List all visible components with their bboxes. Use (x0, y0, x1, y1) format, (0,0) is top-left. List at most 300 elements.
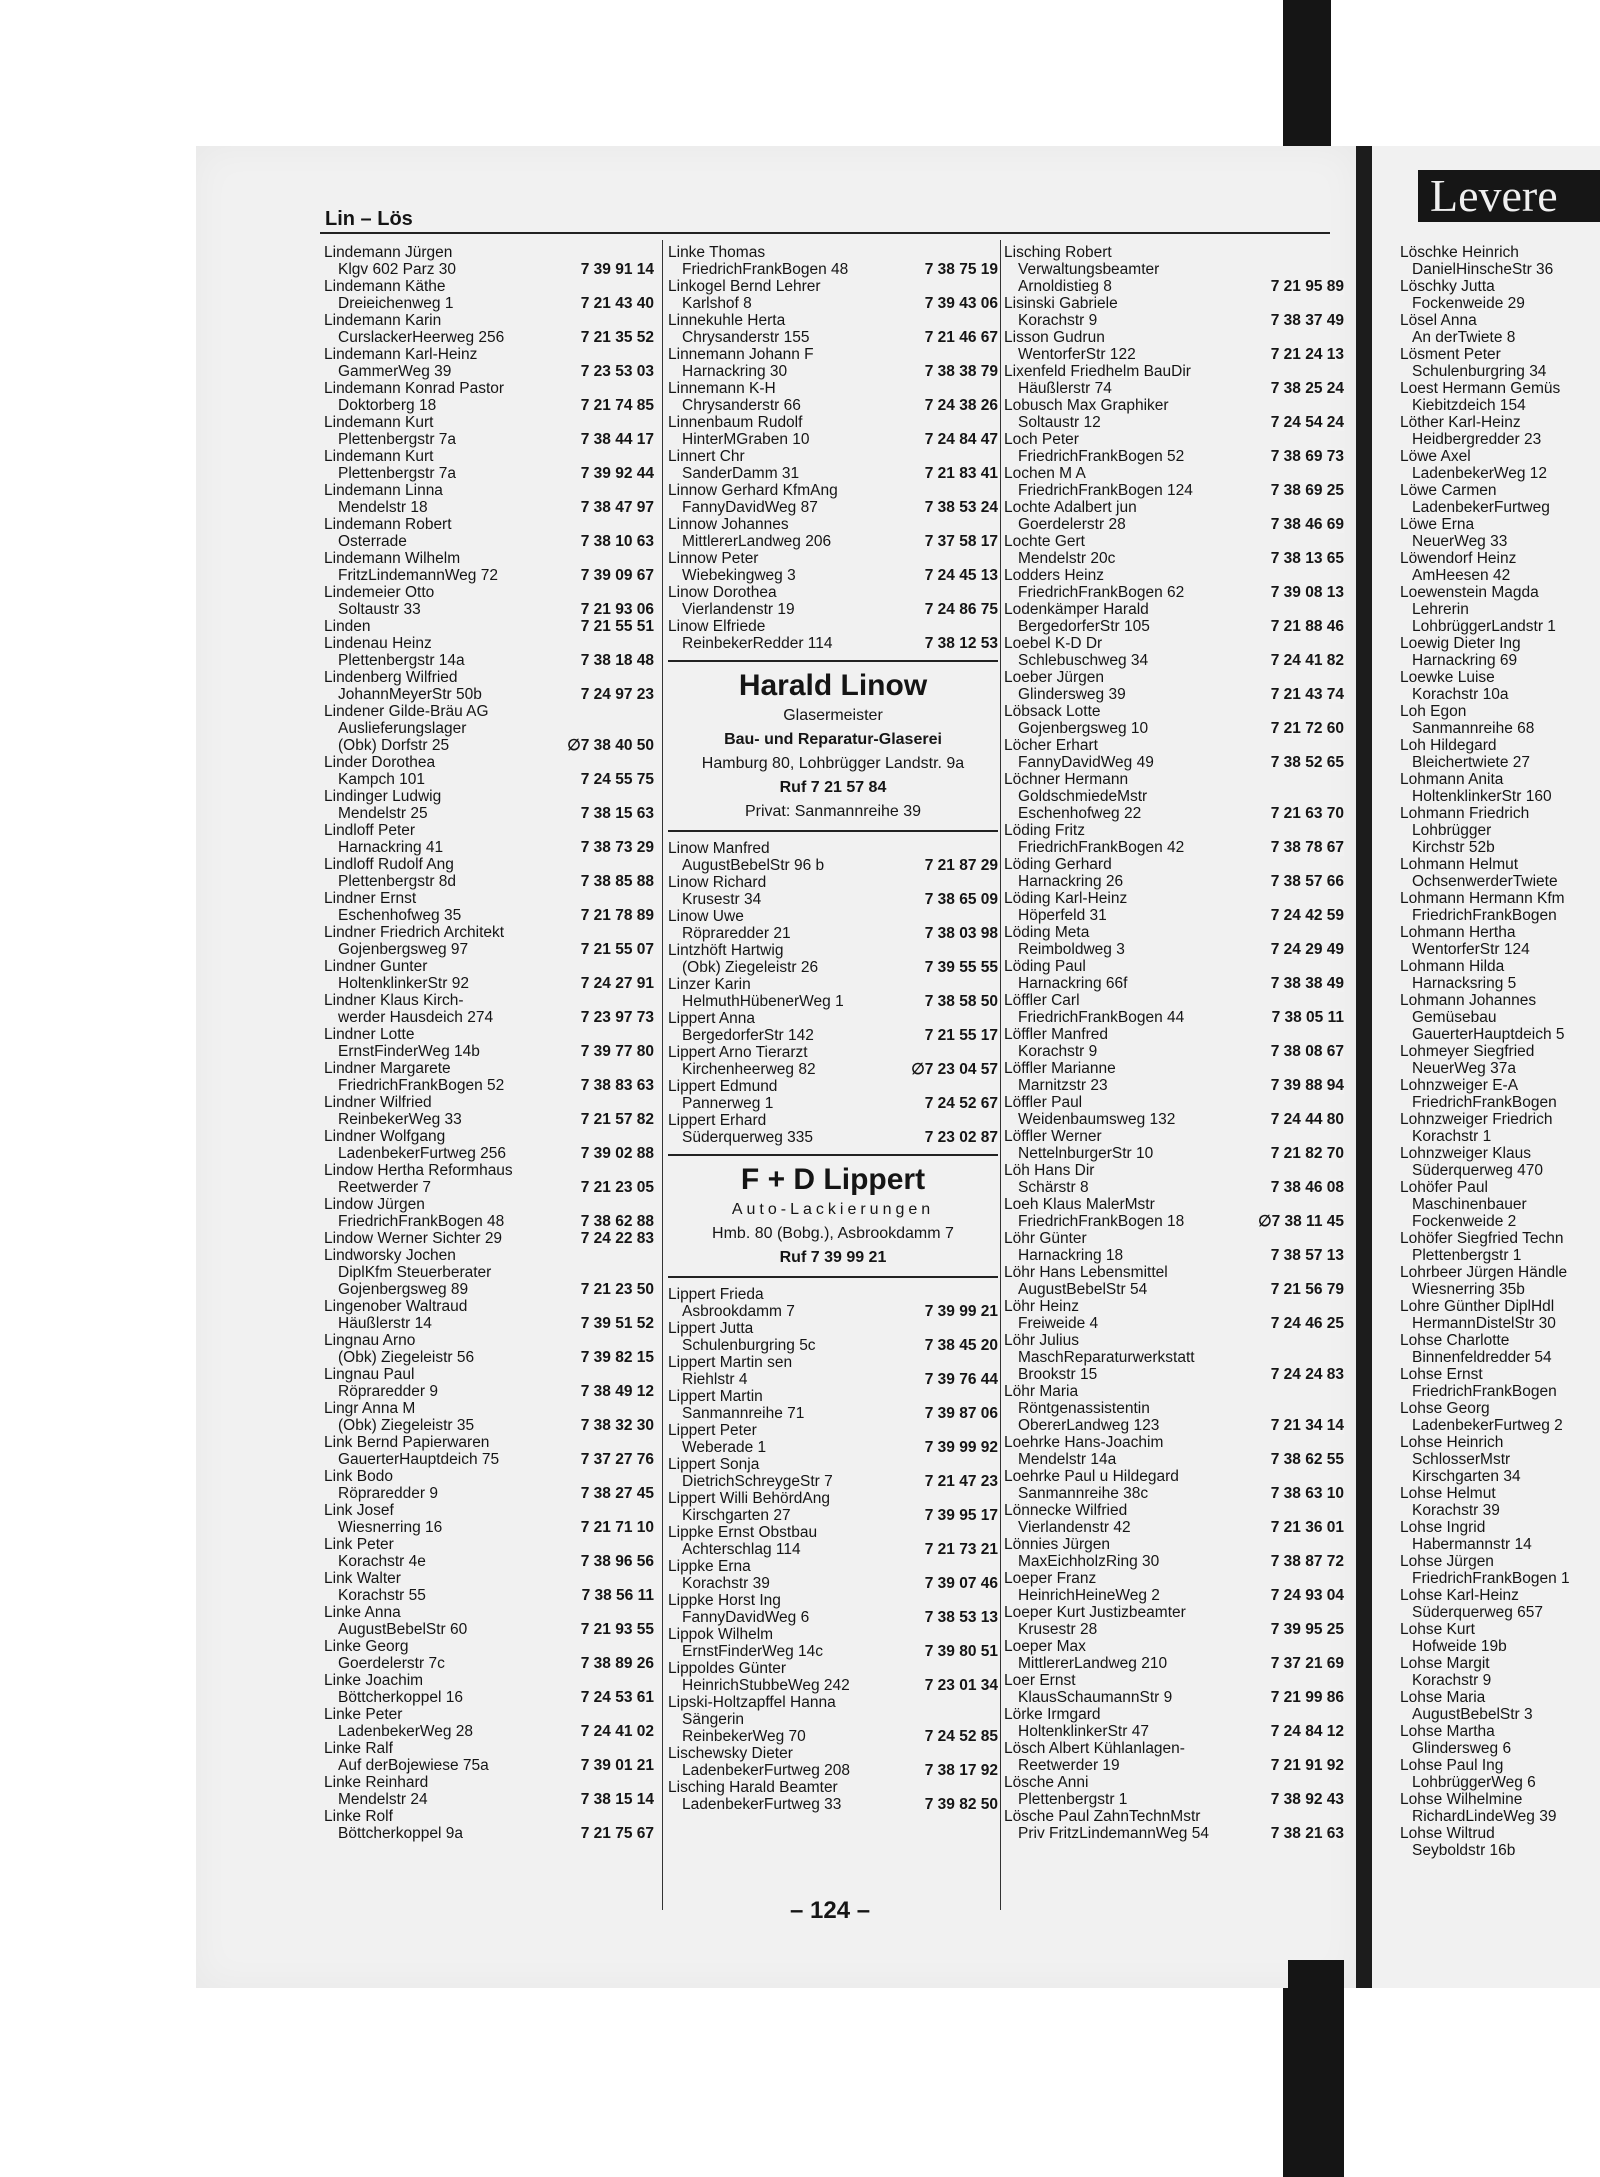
entry-address: Mendelstr 14a (1018, 1451, 1117, 1468)
directory-entry (1400, 992, 1600, 1026)
directory-entry (668, 840, 998, 874)
entry-name: Loh Hildegard (1400, 737, 1497, 754)
entry-name: Lingnau Paul (324, 1366, 415, 1383)
entry-address: Röntgenassistentin (1018, 1400, 1150, 1417)
entry-address: NeuerWeg 37a (1412, 1060, 1516, 1077)
entry-address: LadenbekerFurtweg 256 (338, 1145, 507, 1162)
directory-entry (1004, 1434, 1344, 1468)
entry-phone: 7 39 82 15 (577, 1349, 654, 1366)
entry-phone: 7 38 56 11 (578, 1587, 654, 1604)
entry-phone: 7 24 84 12 (1267, 1723, 1344, 1740)
entry-address: Harnackring 18 (1018, 1247, 1124, 1264)
entry-name: Lörke Irmgard (1004, 1706, 1101, 1723)
entry-name: Löffler Manfred (1004, 1026, 1108, 1043)
entry-name: Lindinger Ludwig (324, 788, 442, 805)
directory-entry (668, 1078, 998, 1112)
entry-phone: 7 39 95 25 (1267, 1621, 1344, 1638)
directory-entry (668, 1694, 998, 1728)
entry-phone: 7 21 82 70 (1267, 1145, 1344, 1162)
entry-name: Lindemann Kurt (324, 448, 434, 465)
entry-address: Harnackring 41 (338, 839, 444, 856)
entry-name: Loeper Max (1004, 1638, 1086, 1655)
directory-entry (668, 976, 998, 1010)
directory-entry (1004, 363, 1344, 397)
directory-entry (324, 958, 654, 992)
entry-name: Löwe Carmen (1400, 482, 1497, 499)
entry-address: HelmuthHübenerWeg 1 (682, 993, 844, 1010)
entry-phone: 7 38 18 48 (577, 652, 654, 669)
entry-address: HeinrichStubbeWeg 242 (682, 1677, 850, 1694)
entry-phone: 7 21 87 29 (921, 857, 998, 874)
entry-phone: 7 23 97 73 (577, 1009, 654, 1026)
entry-address: JohannMeyerStr 50b (338, 686, 482, 703)
directory-entry (324, 1468, 654, 1502)
entry-name: Lindner Wolfgang (324, 1128, 446, 1145)
entry-address: werder Hausdeich 274 (338, 1009, 494, 1026)
entry-phone: 7 39 76 44 (921, 1371, 998, 1388)
entry-address: (Obk) Ziegeleistr 26 (682, 959, 819, 976)
entry-phone: 7 38 37 49 (1267, 312, 1344, 329)
entry-address: ReinbekerWeg 33 (338, 1111, 462, 1128)
entry-address: FannyDavidWeg 6 (682, 1609, 810, 1626)
entry-address: Lehrerin (1412, 601, 1469, 618)
directory-entry (324, 856, 654, 890)
entry-name: Linnert Chr (668, 448, 745, 465)
directory-entry (324, 1366, 654, 1400)
entry-address: RichardLindeWeg 39 (1412, 1808, 1557, 1825)
entry-address: FriedrichFrankBogen 48 (338, 1213, 505, 1230)
entry-phone: 7 38 12 53 (921, 635, 998, 652)
directory-entry (1004, 1162, 1344, 1196)
entry-phone: 7 21 74 85 (577, 397, 654, 414)
entry-name: Lohse Jürgen (1400, 1553, 1494, 1570)
entry-name: Linnemann Johann F (668, 346, 814, 363)
entry-address: Glindersweg 6 (1412, 1740, 1512, 1757)
directory-entry (324, 1706, 654, 1740)
entry-name: Lobusch Max Graphiker (1004, 397, 1169, 414)
directory-entry (1400, 1825, 1600, 1859)
book-gutter (1356, 146, 1372, 1988)
entry-phone: 7 21 24 13 (1267, 346, 1344, 363)
entry-address: DiplKfm Steuerberater (338, 1264, 492, 1281)
entry-name: Lohmann Helmut (1400, 856, 1519, 873)
entry-address: Mendelstr 18 (338, 499, 428, 516)
entry-name: Lodenkämper Harald (1004, 601, 1149, 618)
entry-name: Loehrke Hans-Joachim (1004, 1434, 1164, 1451)
entry-address: Binnenfeldredder 54 (1412, 1349, 1552, 1366)
directory-entry (1400, 1230, 1600, 1264)
directory-entry (324, 244, 654, 278)
directory-entry (668, 516, 998, 550)
directory-entry (1004, 329, 1344, 363)
entry-address: Dreieichenweg 1 (338, 295, 454, 312)
entry-name: Linow Manfred (668, 840, 770, 857)
ad-service: Bau- und Reparatur-Glaserei (724, 731, 942, 748)
entry-address: FritzLindemannWeg 72 (338, 567, 498, 584)
entry-address: Freiweide 4 (1018, 1315, 1099, 1332)
directory-entry (1400, 1553, 1600, 1587)
directory-entry (668, 244, 998, 278)
entry-name: Linow Uwe (668, 908, 744, 925)
entry-phone: 7 38 57 66 (1267, 873, 1344, 890)
entry-name: Lohöfer Siegfried Techn (1400, 1230, 1564, 1247)
directory-entry (324, 1536, 654, 1570)
entry-name: Linow Dorothea (668, 584, 777, 601)
directory-entry (1004, 703, 1344, 737)
entry-phone: 7 38 62 55 (1267, 1451, 1344, 1468)
entry-address: Maschinenbauer (1412, 1196, 1527, 1213)
directory-entry (1400, 1043, 1600, 1077)
entry-name: Löffler Carl (1004, 992, 1080, 1009)
entry-phone: 7 38 38 49 (1267, 975, 1344, 992)
directory-entry (1400, 669, 1600, 703)
entry-address: Sanmannreihe 68 (1412, 720, 1535, 737)
entry-name: Lippert Erhard (668, 1112, 767, 1129)
directory-entry (1400, 448, 1600, 482)
directory-entry (668, 312, 998, 346)
entry-phone: 7 38 92 43 (1267, 1791, 1344, 1808)
entry-phone: 7 38 25 24 (1267, 380, 1344, 397)
entry-phone: 7 24 24 83 (1267, 1366, 1344, 1383)
entry-address: Weidenbaumsweg 132 (1018, 1111, 1176, 1128)
entry-address: Soltaustr 12 (1018, 414, 1101, 431)
entry-phone: 7 24 46 25 (1267, 1315, 1344, 1332)
entry-name: Lippert Frieda (668, 1286, 764, 1303)
entry-phone: 7 24 38 26 (921, 397, 998, 414)
directory-entry (668, 1010, 998, 1044)
entry-phone: 7 38 53 24 (921, 499, 998, 516)
ad-harald-linow (668, 660, 998, 832)
entry-phone: 7 39 09 67 (577, 567, 654, 584)
entry-address: LohbrüggerLandstr 1 (1412, 618, 1556, 635)
directory-entry (324, 516, 654, 550)
entry-phone: 7 21 56 79 (1267, 1281, 1344, 1298)
entry-address: Häußlerstr 74 (1018, 380, 1112, 397)
entry-name: Linow Elfriede (668, 618, 766, 635)
directory-entry (1004, 244, 1344, 278)
entry-name: Lochte Gert (1004, 533, 1085, 550)
entry-phone: 7 21 35 52 (577, 329, 654, 346)
entry-address: HermannDistelStr 30 (1412, 1315, 1556, 1332)
entry-address: Verwaltungsbeamter (1018, 261, 1160, 278)
entry-address: Böttcherkoppel 16 (338, 1689, 463, 1706)
entry-address: AugustBebelStr 96 b (682, 857, 825, 874)
entry-name: Link Bernd Papierwaren (324, 1434, 490, 1451)
entry-address: Korachstr 9 (1018, 312, 1098, 329)
column-2-middle-entries (668, 840, 998, 1146)
entry-name: Lochte Adalbert jun (1004, 499, 1137, 516)
directory-entry (668, 1286, 998, 1320)
entry-phone: 7 21 91 92 (1267, 1757, 1344, 1774)
entry-address: Mendelstr 20c (1018, 550, 1116, 567)
entry-address: AugustBebelStr 54 (1018, 1281, 1148, 1298)
entry-phone: 7 24 41 02 (577, 1723, 654, 1740)
entry-phone: 7 37 21 69 (1267, 1655, 1344, 1672)
entry-phone: 7 38 73 29 (577, 839, 654, 856)
entry-phone: 7 21 88 46 (1267, 618, 1344, 635)
entry-name: Linow Richard (668, 874, 767, 891)
directory-entry (1004, 465, 1344, 499)
entry-name: Lohnzweiger E-A (1400, 1077, 1519, 1094)
entry-phone: 7 21 47 23 (921, 1473, 998, 1490)
entry-address: FriedrichFrankBogen 52 (338, 1077, 505, 1094)
entry-address: Brookstr 15 (1018, 1366, 1098, 1383)
directory-entry (1004, 737, 1344, 771)
entry-address: Plettenbergstr 8d (338, 873, 457, 890)
entry-address: GauerterHauptdeich 75 (338, 1451, 500, 1468)
directory-entry (1004, 992, 1344, 1026)
entry-phone: 7 24 84 47 (921, 431, 998, 448)
entry-phone: 7 38 87 72 (1267, 1553, 1344, 1570)
ad-private: Privat: Sanmannreihe 39 (744, 803, 922, 820)
entry-address: HoltenklinkerStr 47 (1018, 1723, 1149, 1740)
directory-entry (668, 1660, 998, 1694)
directory-column-2 (668, 244, 998, 1813)
entry-name: Lindemann Jürgen (324, 244, 453, 261)
directory-entry (324, 1570, 654, 1604)
directory-entry (324, 380, 654, 414)
entry-address: FriedrichFrankBogen 52 (1018, 448, 1185, 465)
entry-name: Loeber Jürgen (1004, 669, 1104, 686)
directory-entry (324, 312, 654, 346)
entry-address: ErnstFinderWeg 14c (682, 1643, 823, 1660)
entry-phone: 7 21 23 50 (577, 1281, 654, 1298)
directory-entry (324, 346, 654, 380)
entry-address: Korachstr 55 (338, 1587, 426, 1604)
entry-name: Lippoldes Günter (668, 1660, 787, 1677)
entry-name: Lindworsky Jochen (324, 1247, 456, 1264)
entry-phone: 7 21 83 41 (921, 465, 998, 482)
entry-address: AugustBebelStr 3 (1412, 1706, 1533, 1723)
entry-name: Linke Joachim (324, 1672, 424, 1689)
entry-address: Kirchenheerweg 82 (682, 1061, 816, 1078)
entry-phone: 7 24 29 49 (1267, 941, 1344, 958)
entry-address: LadenbekerWeg 12 (1412, 465, 1548, 482)
entry-address: WentorferStr 122 (1018, 346, 1136, 363)
entry-address: (Obk) Dorfstr 25 (338, 737, 450, 754)
entry-phone: 7 21 63 70 (1267, 805, 1344, 822)
entry-address: Plettenbergstr 14a (338, 652, 465, 669)
entry-name: Löding Meta (1004, 924, 1090, 941)
entry-address: Mendelstr 25 (338, 805, 428, 822)
entry-phone: 7 38 47 97 (577, 499, 654, 516)
directory-entry (324, 414, 654, 448)
entry-name: Löhr Heinz (1004, 1298, 1079, 1315)
entry-address: Schlebuschweg 34 (1018, 652, 1149, 669)
entry-name: Loewke Luise (1400, 669, 1495, 686)
entry-name: Lingnau Arno (324, 1332, 416, 1349)
entry-name: Löbsack Lotte (1004, 703, 1101, 720)
entry-phone: 7 21 71 10 (577, 1519, 654, 1536)
entry-name: Linke Ralf (324, 1740, 393, 1757)
directory-entry (668, 1388, 998, 1422)
entry-name: Lippert Willi BehördAng (668, 1490, 830, 1507)
entry-phone: 7 21 55 17 (921, 1027, 998, 1044)
directory-entry (1004, 397, 1344, 431)
entry-address: Korachstr 9 (1018, 1043, 1098, 1060)
entry-address: AugustBebelStr 60 (338, 1621, 468, 1638)
entry-address: Wiebekingweg 3 (682, 567, 796, 584)
entry-name: Lippert Edmund (668, 1078, 778, 1095)
entry-address: Marnitzstr 23 (1018, 1077, 1108, 1094)
directory-entry (668, 380, 998, 414)
directory-entry (324, 1502, 654, 1536)
entry-address: Auslieferungslager (338, 720, 467, 737)
entry-address: Plettenbergstr 1 (1412, 1247, 1522, 1264)
entry-address: Gojenbergsweg 97 (338, 941, 469, 958)
entry-name: Löffler Werner (1004, 1128, 1102, 1145)
entry-name: Lindenberg Wilfried (324, 669, 458, 686)
entry-name: Lippke Ernst Obstbau (668, 1524, 818, 1541)
entry-phone: 7 39 08 13 (1267, 584, 1344, 601)
directory-entry (1400, 1655, 1600, 1689)
directory-entry (668, 1745, 998, 1779)
entry-name: Lohmann Hertha (1400, 924, 1516, 941)
entry-address: FriedrichFrankBogen (1412, 1094, 1557, 1111)
entry-name: Lohse Ernst (1400, 1366, 1483, 1383)
entry-phone: 7 38 27 45 (577, 1485, 654, 1502)
entry-address: AmHeesen 42 (1412, 567, 1511, 584)
directory-entry (324, 1434, 654, 1468)
entry-phone: 7 38 15 14 (577, 1791, 654, 1808)
directory-entry (324, 1740, 654, 1774)
entry-address: Korachstr 10a (1412, 686, 1509, 703)
directory-entry (1400, 1723, 1600, 1757)
entry-address: Kirschgarten 27 (682, 1507, 791, 1524)
directory-entry (1004, 1026, 1344, 1060)
entry-phone: 7 38 69 25 (1267, 482, 1344, 499)
entry-address: Korachstr 39 (682, 1575, 770, 1592)
entry-address: Reetwerder 19 (1018, 1757, 1120, 1774)
entry-phone: 7 21 57 82 (577, 1111, 654, 1128)
entry-name: Löding Karl-Heinz (1004, 890, 1128, 907)
entry-address: MaxEichholzRing 30 (1018, 1553, 1160, 1570)
entry-address: GauerterHauptdeich 5 (1412, 1026, 1565, 1043)
entry-address: ReinbekerRedder 114 (682, 635, 833, 652)
entry-phone: 7 38 89 26 (577, 1655, 654, 1672)
entry-address: LadenbekerFurtweg (1412, 499, 1550, 516)
entry-name: Lippert Arno Tierarzt (668, 1044, 808, 1061)
directory-entry (324, 1281, 654, 1298)
entry-phone: 7 38 69 73 (1267, 448, 1344, 465)
entry-address: CurslackerHeerweg 256 (338, 329, 505, 346)
entry-address: Kirschgarten 34 (1412, 1468, 1521, 1485)
directory-entry (1004, 1298, 1344, 1332)
directory-entry (324, 1638, 654, 1672)
directory-entry (1004, 1774, 1344, 1808)
entry-address: FriedrichFrankBogen 1 (1412, 1570, 1570, 1587)
entry-address: Arnoldistieg 8 (1018, 278, 1112, 295)
entry-name: Lohmann Hilda (1400, 958, 1505, 975)
entry-phone: 7 38 62 88 (577, 1213, 654, 1230)
entry-name: Lohse Martha (1400, 1723, 1495, 1740)
directory-entry (668, 1558, 998, 1592)
entry-address: Gemüsebau (1412, 1009, 1497, 1026)
page-number: – 124 – (790, 1897, 871, 1924)
entry-name: Löhr Hans Lebensmittel (1004, 1264, 1168, 1281)
entry-phone: 7 39 91 14 (577, 261, 654, 278)
entry-name: Lippert Martin sen (668, 1354, 793, 1371)
entry-phone: 7 39 55 55 (921, 959, 998, 976)
entry-name: Lindow Hertha Reformhaus (324, 1162, 513, 1179)
directory-entry (324, 669, 654, 703)
entry-phone: 7 38 38 79 (921, 363, 998, 380)
entry-phone: ∅7 38 40 50 (563, 737, 654, 754)
entry-phone: 7 21 46 67 (921, 329, 998, 346)
directory-entry (1004, 822, 1344, 856)
entry-name: Linke Anna (324, 1604, 401, 1621)
directory-entry (324, 1400, 654, 1434)
directory-entry (1004, 635, 1344, 669)
directory-entry (1400, 1468, 1600, 1485)
entry-name: Lindemann Wilhelm (324, 550, 461, 567)
entry-phone: 7 39 95 17 (921, 1507, 998, 1524)
entry-phone: 7 21 75 67 (577, 1825, 654, 1842)
entry-name: Löhr Julius (1004, 1332, 1079, 1349)
entry-address: GoldschmiedeMstr (1018, 788, 1148, 805)
directory-entry (668, 1112, 998, 1146)
directory-entry (324, 754, 654, 788)
entry-name: Lohrbeer Jürgen Händle (1400, 1264, 1568, 1281)
entry-address: FannyDavidWeg 87 (682, 499, 818, 516)
directory-entry (1004, 1706, 1344, 1740)
entry-address: Sanmannreihe 38c (1018, 1485, 1149, 1502)
entry-phone: 7 39 87 06 (921, 1405, 998, 1422)
entry-name: Lösment Peter (1400, 346, 1501, 363)
entry-phone: 7 21 23 05 (577, 1179, 654, 1196)
entry-name: Linke Georg (324, 1638, 409, 1655)
entry-name: Lippert Jutta (668, 1320, 754, 1337)
entry-name: Lipski-Holtzapffel Hanna (668, 1694, 836, 1711)
entry-phone: 7 21 36 01 (1267, 1519, 1344, 1536)
directory-entry (324, 1128, 654, 1162)
entry-phone: 7 38 65 09 (921, 891, 998, 908)
entry-phone: 7 38 17 92 (921, 1762, 998, 1779)
entry-address: OchsenwerderTwiete (1412, 873, 1558, 890)
entry-phone: 7 24 22 83 (577, 1230, 654, 1247)
entry-phone: 7 38 21 63 (1267, 1825, 1344, 1842)
directory-entry (1004, 1672, 1344, 1706)
entry-name: Löhr Maria (1004, 1383, 1079, 1400)
entry-name: Lippert Sonja (668, 1456, 760, 1473)
directory-entry (668, 1354, 998, 1388)
directory-entry (324, 1094, 654, 1128)
entry-phone: 7 23 01 34 (921, 1677, 998, 1694)
entry-phone: ∅7 38 11 45 (1254, 1213, 1344, 1230)
entry-phone: 7 38 49 12 (577, 1383, 654, 1400)
entry-phone: 7 39 99 21 (921, 1303, 998, 1320)
entry-phone: 7 39 07 46 (921, 1575, 998, 1592)
entry-name: Lohse Karl-Heinz (1400, 1587, 1519, 1604)
entry-name: Lohse Heinrich (1400, 1434, 1504, 1451)
directory-entry (1004, 533, 1344, 567)
entry-phone: 7 21 72 60 (1267, 720, 1344, 737)
directory-entry (1400, 1213, 1600, 1230)
directory-entry (1400, 550, 1600, 584)
ad-address: Hamburg 80, Lohbrügger Landstr. 9a (701, 755, 965, 772)
directory-entry (1400, 380, 1600, 414)
directory-entry (1004, 771, 1344, 805)
ad-phone: Ruf 7 39 99 21 (779, 1249, 887, 1266)
entry-name: Lohnzweiger Klaus (1400, 1145, 1531, 1162)
directory-entry (1400, 584, 1600, 618)
directory-entry (1004, 1536, 1344, 1570)
directory-entry (1400, 1434, 1600, 1468)
entry-phone: 7 38 46 69 (1267, 516, 1344, 533)
entry-phone: 7 21 93 55 (577, 1621, 654, 1638)
directory-entry (1400, 737, 1600, 771)
directory-entry (1400, 958, 1600, 992)
